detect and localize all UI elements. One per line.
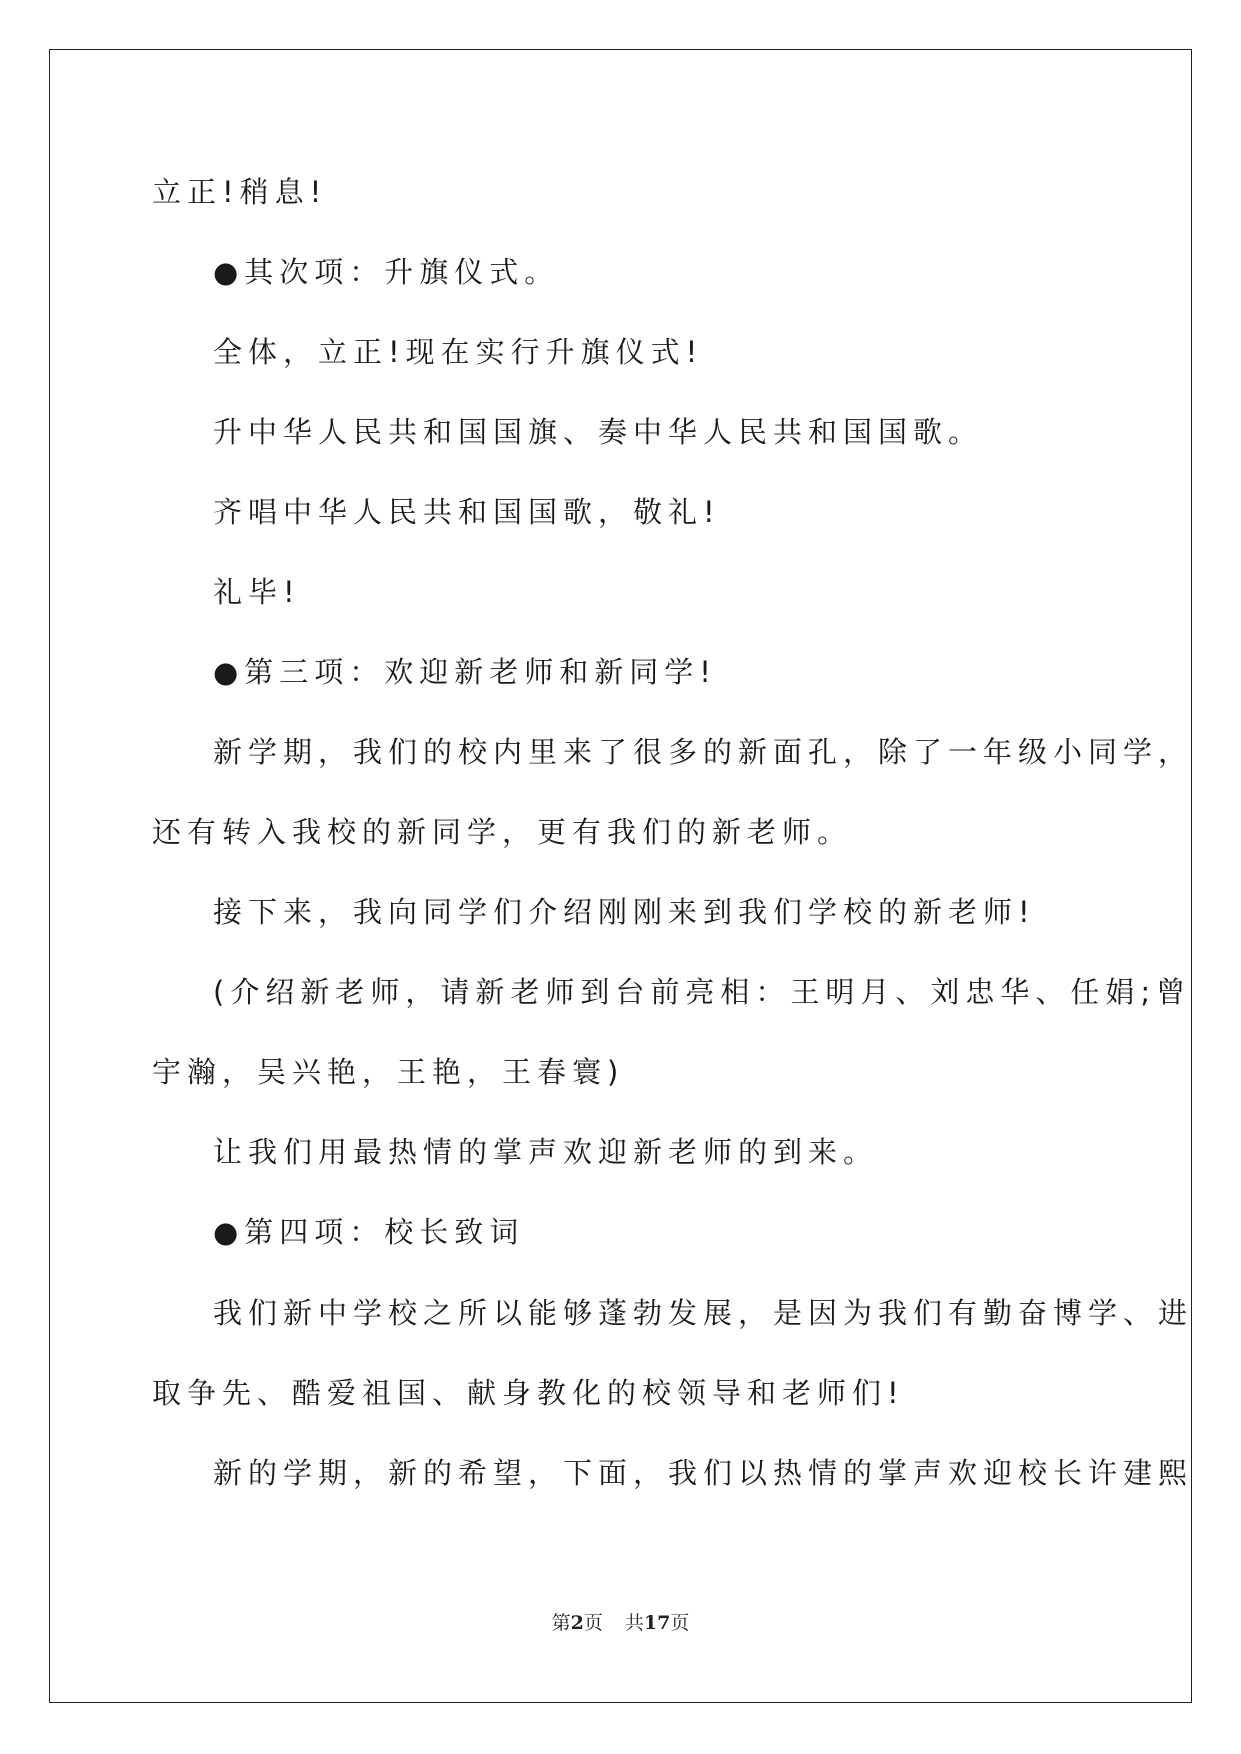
footer-prefix: 第 (551, 1612, 571, 1634)
text-line: 新的学期，新的希望，下面，我们以热情的掌声欢迎校长许建熙 (213, 1456, 1194, 1490)
footer-page-word: 页 (583, 1612, 603, 1634)
text-line: 升中华人民共和国国旗、奏中华人民共和国国歌。 (213, 415, 984, 449)
text-line: 全体，立正!现在实行升旗仪式! (213, 335, 704, 369)
text-line: 齐唱中华人民共和国国歌，敬礼! (213, 495, 721, 529)
footer-total-suffix: 页 (670, 1612, 690, 1634)
section-heading: ●第四项：校长致词 (213, 1215, 525, 1249)
text-line: 礼毕! (213, 575, 301, 609)
section-heading: ●其次项：升旗仪式。 (213, 255, 560, 289)
text-line: (介绍新老师，请新老师到台前亮相：王明月、刘忠华、任娟;曾 (213, 975, 1192, 1009)
total-pages-number: 17 (643, 1612, 671, 1634)
text-line: 取争先、酷爱祖国、献身教化的校领导和老师们! (152, 1376, 905, 1410)
footer-total-prefix: 共 (624, 1612, 644, 1634)
text-line: 立正!稍息! (152, 175, 328, 209)
text-line: 宇瀚，吴兴艳，王艳，王春寰) (152, 1055, 625, 1089)
section-heading: ●第三项：欢迎新老师和新同学! (213, 655, 717, 689)
text-line: 让我们用最热情的掌声欢迎新老师的到来。 (213, 1135, 879, 1169)
text-line: 接下来，我向同学们介绍刚刚来到我们学校的新老师! (213, 895, 1036, 929)
text-line: 新学期，我们的校内里来了很多的新面孔，除了一年级小同学， (213, 735, 1194, 769)
page-footer (0, 1611, 1241, 1635)
text-line: 我们新中学校之所以能够蓬勃发展，是因为我们有勤奋博学、进 (213, 1296, 1194, 1330)
text-line: 还有转入我校的新同学，更有我们的新老师。 (152, 815, 853, 849)
current-page-number: 2 (570, 1612, 584, 1634)
